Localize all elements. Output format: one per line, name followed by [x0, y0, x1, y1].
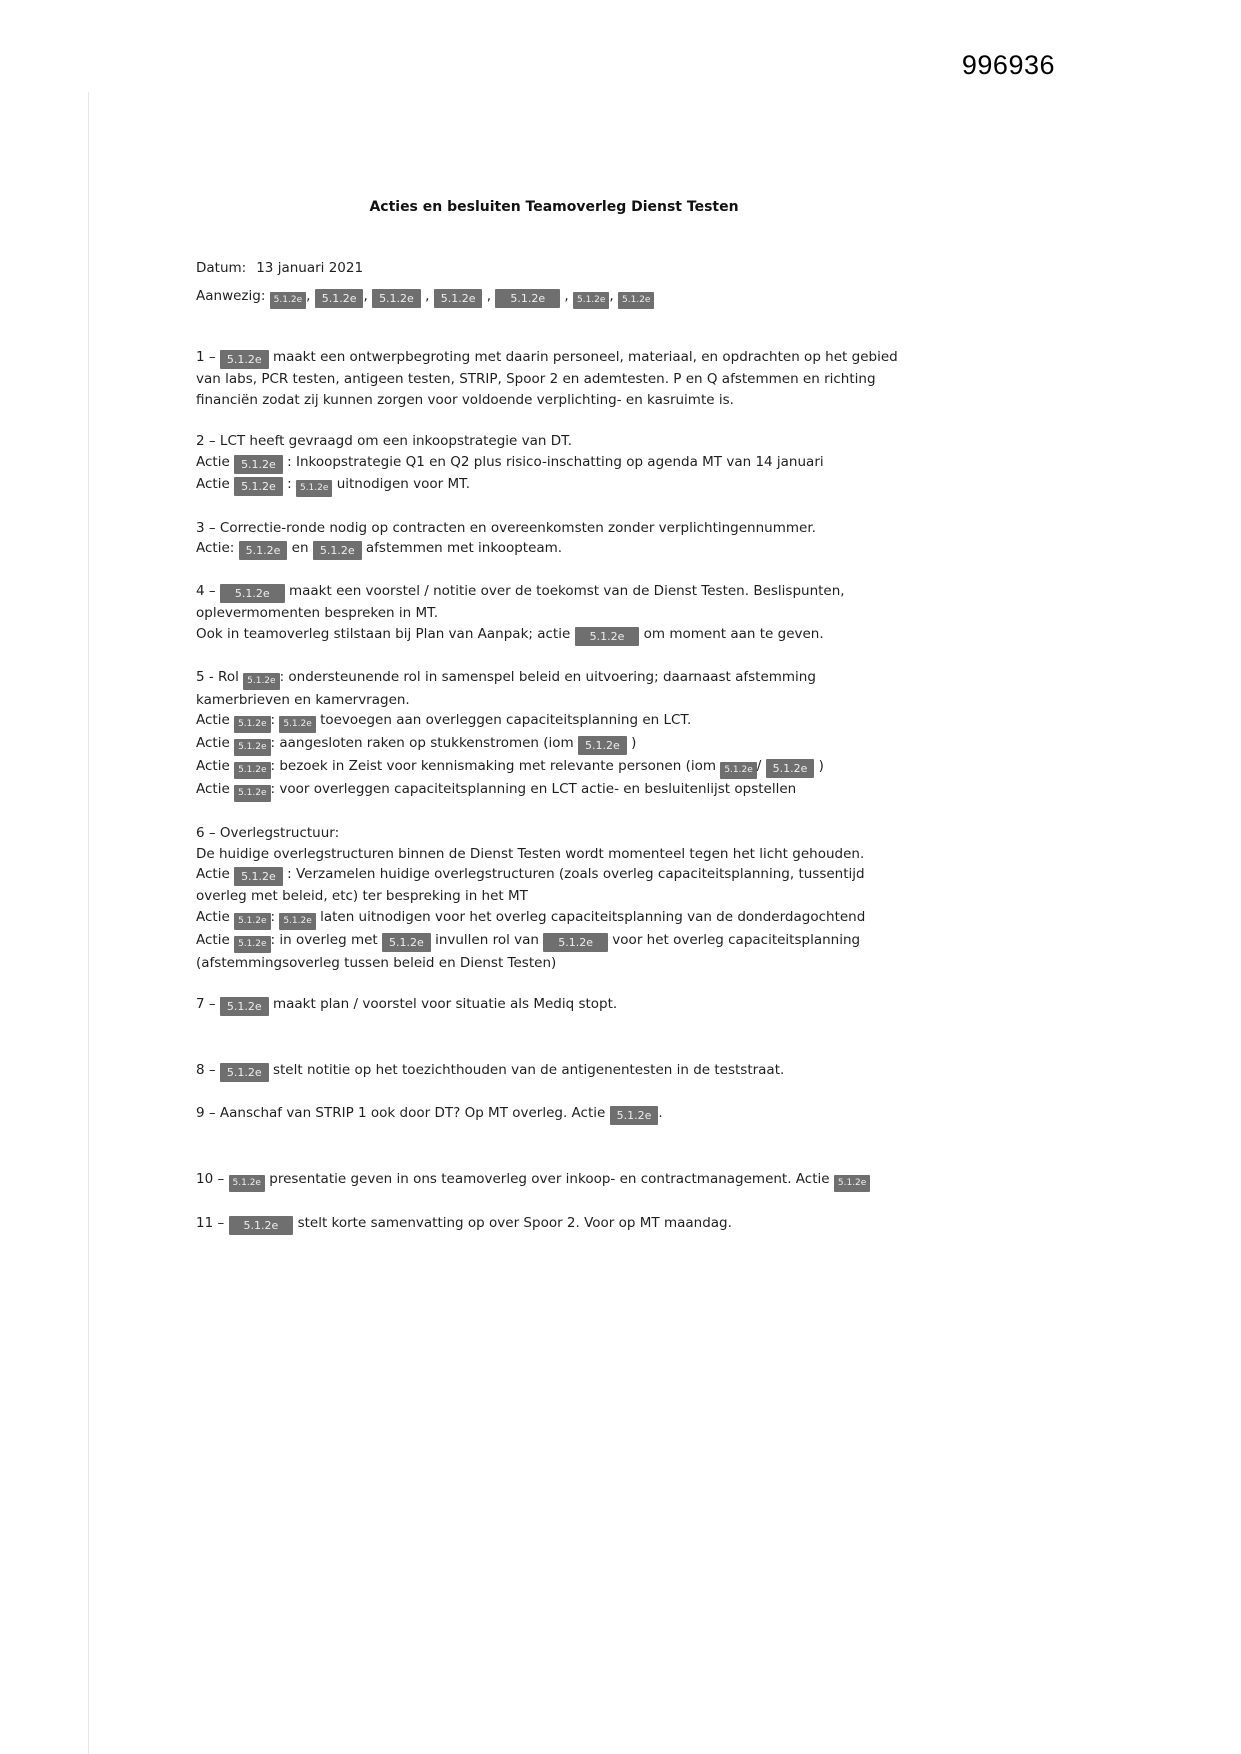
text-run: maakt plan / voorstel voor situatie als Mediq stopt.	[268, 996, 618, 1012]
document-body	[196, 347, 912, 1235]
text-run: 4 –	[196, 583, 220, 599]
document-line	[196, 431, 912, 452]
text-run: : ondersteunende rol in samenspel beleid en uitvoering; daarnaast afstemming kamerbrieven en kamervragen.	[196, 668, 816, 708]
redaction-box: 5.1.2e	[372, 289, 421, 308]
document-line	[196, 994, 912, 1016]
document-line	[196, 907, 912, 930]
text-run: Actie	[196, 453, 235, 470]
redaction-box: 5.1.2e	[279, 716, 315, 733]
redaction-box: 5.1.2e	[610, 1106, 659, 1125]
redaction-box: 5.1.2e	[575, 627, 640, 646]
text-run: stelt notitie op het toezichthouden van de antigenentesten in de teststraat.	[268, 1062, 785, 1078]
text-run: : in overleg met	[270, 931, 383, 948]
text-run: toevoegen aan overleggen capaciteitsplanning en LCT.	[315, 712, 692, 728]
text-run: Actie:	[196, 540, 239, 556]
redaction-box: 5.1.2e	[720, 762, 756, 779]
document-line	[196, 1060, 912, 1082]
redaction-box: 5.1.2e	[220, 584, 285, 603]
redaction-box: 5.1.2e	[495, 289, 560, 308]
datum-value: 13 januari 2021	[256, 259, 364, 276]
text-run: Actie	[196, 866, 235, 882]
item-6	[196, 823, 912, 973]
item-1	[196, 347, 912, 410]
text-run: presentatie geven in ons teamoverleg over inkoop- en contractmanagement. Actie	[264, 1171, 834, 1187]
redaction-box: 5.1.2e	[543, 933, 608, 952]
document-line	[196, 518, 912, 539]
text-run: Actie	[196, 735, 235, 751]
text-run: om moment aan te geven.	[639, 625, 824, 642]
text-run: Aanwezig:	[196, 288, 270, 304]
text-run: 8 –	[196, 1062, 220, 1078]
text-run: /	[756, 758, 766, 774]
item-2	[196, 431, 912, 497]
redaction-box: 5.1.2e	[229, 1216, 294, 1235]
text-run: 5 - Rol	[196, 668, 244, 685]
text-run: : Verzamelen huidige overlegstructuren (zoals overleg capaciteitsplanning, tussentijd overleg met beleid, etc) ter bespreking in het MT	[196, 866, 865, 904]
document-line	[196, 823, 912, 844]
document-line	[196, 710, 912, 733]
text-run: .	[658, 1105, 663, 1121]
redaction-box: 5.1.2e	[766, 759, 815, 778]
attendees-line	[196, 286, 912, 309]
text-run: :	[270, 908, 280, 925]
document-line	[196, 347, 912, 410]
redaction-box: 5.1.2e	[315, 289, 364, 308]
datum-line	[196, 258, 912, 279]
redaction-box: 5.1.2e	[234, 867, 283, 886]
text-run: ,	[420, 288, 434, 304]
text-run: Actie	[196, 908, 235, 925]
text-run: ,	[609, 288, 619, 304]
redaction-box: 5.1.2e	[279, 913, 315, 930]
redaction-box: 5.1.2e	[234, 936, 270, 953]
redaction-box: 5.1.2e	[234, 739, 270, 756]
scan-edge-line	[88, 92, 89, 1754]
redaction-box: 5.1.2e	[234, 477, 283, 496]
redaction-box: 5.1.2e	[578, 736, 627, 755]
redaction-box: 5.1.2e	[434, 289, 483, 308]
text-run: ,	[363, 288, 373, 304]
text-run: 1 –	[196, 349, 220, 365]
document-line	[196, 756, 912, 779]
document-line	[196, 1169, 912, 1192]
text-run: : voor overleggen capaciteitsplanning en LCT actie- en besluitenlijst opstellen	[270, 781, 797, 797]
doc-number: 996936	[961, 50, 1055, 80]
item-11	[196, 1213, 912, 1235]
redaction-box: 5.1.2e	[618, 292, 654, 309]
item-4	[196, 581, 912, 646]
redaction-box: 5.1.2e	[296, 480, 332, 497]
document-line	[196, 844, 912, 865]
document-line	[196, 1103, 912, 1125]
item-8	[196, 1060, 912, 1082]
text-run: ,	[306, 288, 315, 304]
redaction-box: 5.1.2e	[834, 1175, 870, 1192]
redaction-box: 5.1.2e	[234, 913, 270, 930]
redaction-box: 5.1.2e	[234, 785, 270, 802]
text-run: afstemmen met inkoopteam.	[361, 540, 563, 556]
text-run: laten uitnodigen voor het overleg capaciteitsplanning van de donderdagochtend	[315, 908, 866, 925]
document-line	[196, 581, 912, 624]
text-run: uitnodigen voor MT.	[332, 475, 471, 492]
text-run: : aangesloten raken op stukkenstromen (iom	[270, 735, 579, 751]
text-run: voor het overleg capaciteitsplanning (afstemmingsoverleg tussen beleid en Dienst Testen)	[196, 931, 861, 971]
redaction-box: 5.1.2e	[243, 673, 279, 690]
page-title: Acties en besluiten Teamoverleg Dienst Testen	[369, 199, 739, 215]
datum-label: Datum:	[196, 259, 247, 276]
text-run: maakt een ontwerpbegroting met daarin personeel, materiaal, en opdrachten op het gebied van labs, PCR testen, antigeen testen, STRIP, Spoor 2 en ademtesten. P en Q afstemmen en richting financiën zodat zij kunnen zorgen voor voldoende verplichting- en kasruimte is.	[196, 349, 898, 408]
text-run: Actie	[196, 758, 235, 774]
redaction-box: 5.1.2e	[220, 1063, 269, 1082]
text-run: 3 – Correctie-ronde nodig op contracten en overeenkomsten zonder verplichtingennummer.	[196, 519, 816, 536]
redaction-box: 5.1.2e	[382, 933, 431, 952]
text-run: 7 –	[196, 996, 220, 1012]
text-run: Actie	[196, 475, 235, 492]
document-line	[196, 930, 912, 974]
document-content	[196, 197, 912, 1256]
text-run: :	[270, 712, 280, 728]
document-line	[196, 474, 912, 497]
text-run: De huidige overlegstructuren binnen de Dienst Testen wordt momenteel tegen het licht gehouden.	[196, 845, 865, 862]
text-run: 11 –	[196, 1215, 229, 1231]
text-run: 6 – Overlegstructuur:	[196, 825, 340, 841]
document-line	[196, 779, 912, 802]
redaction-box: 5.1.2e	[220, 350, 269, 369]
document-line	[196, 624, 912, 646]
document-line	[196, 667, 912, 711]
redaction-box: 5.1.2e	[220, 997, 269, 1016]
text-run: maakt een voorstel / notitie over de toekomst van de Dienst Testen. Beslispunten, oplevermomenten bespreken in MT.	[196, 583, 845, 621]
item-9	[196, 1103, 912, 1125]
document-line	[196, 538, 912, 560]
document-line	[196, 864, 912, 907]
redaction-box: 5.1.2e	[229, 1175, 265, 1192]
text-run: ,	[560, 288, 573, 304]
text-run: :	[282, 475, 296, 492]
text-run: )	[626, 735, 637, 751]
text-run: : Inkoopstrategie Q1 en Q2 plus risico-inschatting op agenda MT van 14 januari	[282, 453, 824, 470]
redaction-box: 5.1.2e	[234, 762, 270, 779]
text-run: 9 – Aanschaf van STRIP 1 ook door DT? Op MT overleg. Actie	[196, 1105, 610, 1121]
document-line	[196, 1213, 912, 1235]
item-3	[196, 518, 912, 561]
text-run: Actie	[196, 712, 235, 728]
text-run: : bezoek in Zeist voor kennismaking met relevante personen (iom	[270, 758, 721, 774]
redaction-box: 5.1.2e	[573, 292, 609, 309]
text-run: )	[814, 758, 824, 774]
redaction-box: 5.1.2e	[234, 716, 270, 733]
item-7	[196, 994, 912, 1016]
text-run: Actie	[196, 781, 235, 797]
text-run: Actie	[196, 931, 235, 948]
item-10	[196, 1169, 912, 1192]
redaction-box: 5.1.2e	[234, 455, 283, 474]
text-run: ,	[482, 288, 496, 304]
text-run: en	[287, 540, 313, 556]
text-run: 2 – LCT heeft gevraagd om een inkoopstrategie van DT.	[196, 433, 573, 449]
text-run: invullen rol van	[430, 931, 544, 948]
text-run: 10 –	[196, 1171, 229, 1187]
redaction-box: 5.1.2e	[239, 541, 288, 560]
item-5	[196, 667, 912, 803]
redaction-box: 5.1.2e	[313, 541, 362, 560]
redaction-box: 5.1.2e	[270, 292, 306, 309]
text-run: stelt korte samenvatting op over Spoor 2. Voor op MT maandag.	[293, 1215, 732, 1231]
document-line	[196, 452, 912, 474]
document-line	[196, 733, 912, 756]
text-run: Ook in teamoverleg stilstaan bij Plan van Aanpak; actie	[196, 625, 575, 642]
